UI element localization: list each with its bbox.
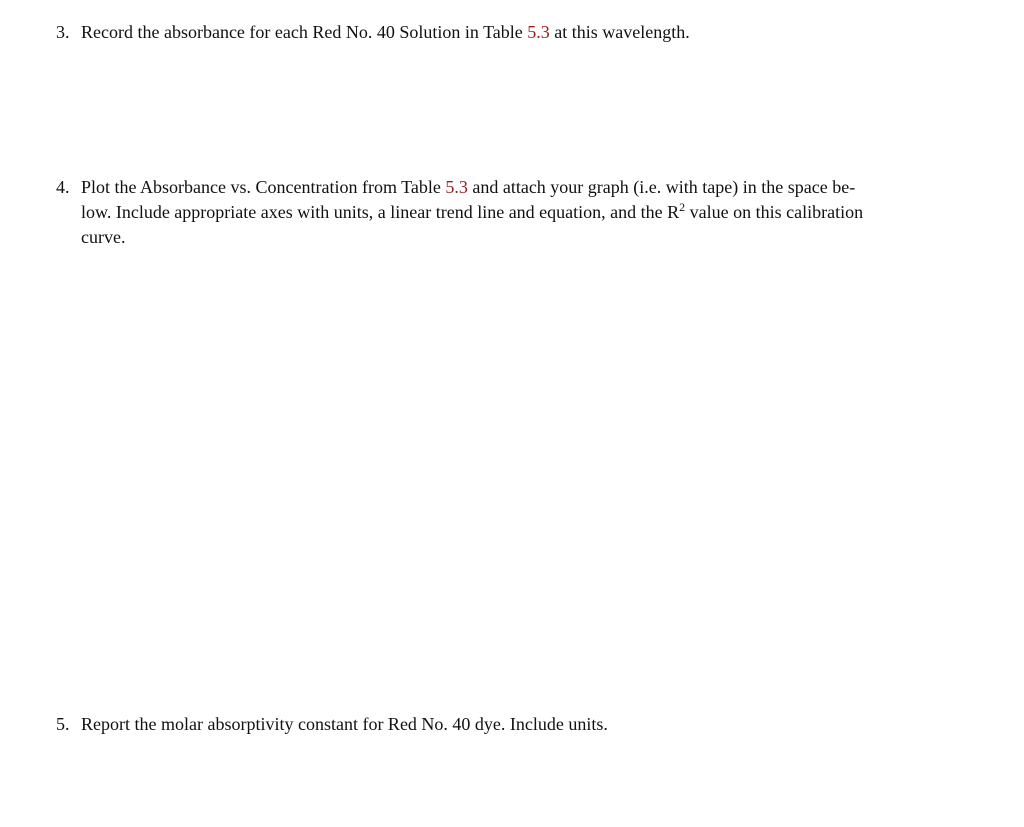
question-4-line-1-before: Plot the Absorbance vs. Concentration from Table — [81, 177, 441, 197]
question-4-line-2-after: value on this calibration — [689, 202, 864, 222]
question-4-line-1-after: and attach your graph (i.e. with tape) in the space be- — [472, 177, 856, 197]
table-reference-link[interactable]: 5.3 — [445, 177, 468, 197]
question-4-line-2 — [81, 200, 944, 225]
question-3-text-after: at this wavelength. — [554, 22, 690, 42]
question-4-number: 4. — [56, 177, 70, 197]
question-3-number: 3. — [56, 22, 70, 42]
question-5-text: Report the molar absorptivity constant for Red No. 40 dye. Include units. — [81, 714, 608, 734]
question-4-line-3: curve. — [81, 227, 126, 247]
question-3 — [56, 20, 944, 45]
question-3-text-before: Record the absorbance for each Red No. 40 Solution in Table — [81, 22, 523, 42]
question-4-text — [81, 175, 944, 250]
question-4-line-2-before: low. Include appropriate axes with units, a linear trend line and equation, and the R — [81, 202, 680, 222]
question-4-line-1 — [81, 175, 944, 200]
r-squared-superscript: 2 — [679, 200, 686, 214]
question-4 — [56, 175, 944, 250]
question-5-number: 5. — [56, 714, 70, 734]
table-reference-link[interactable]: 5.3 — [527, 22, 550, 42]
question-5 — [56, 712, 944, 737]
question-3-text — [81, 20, 944, 45]
